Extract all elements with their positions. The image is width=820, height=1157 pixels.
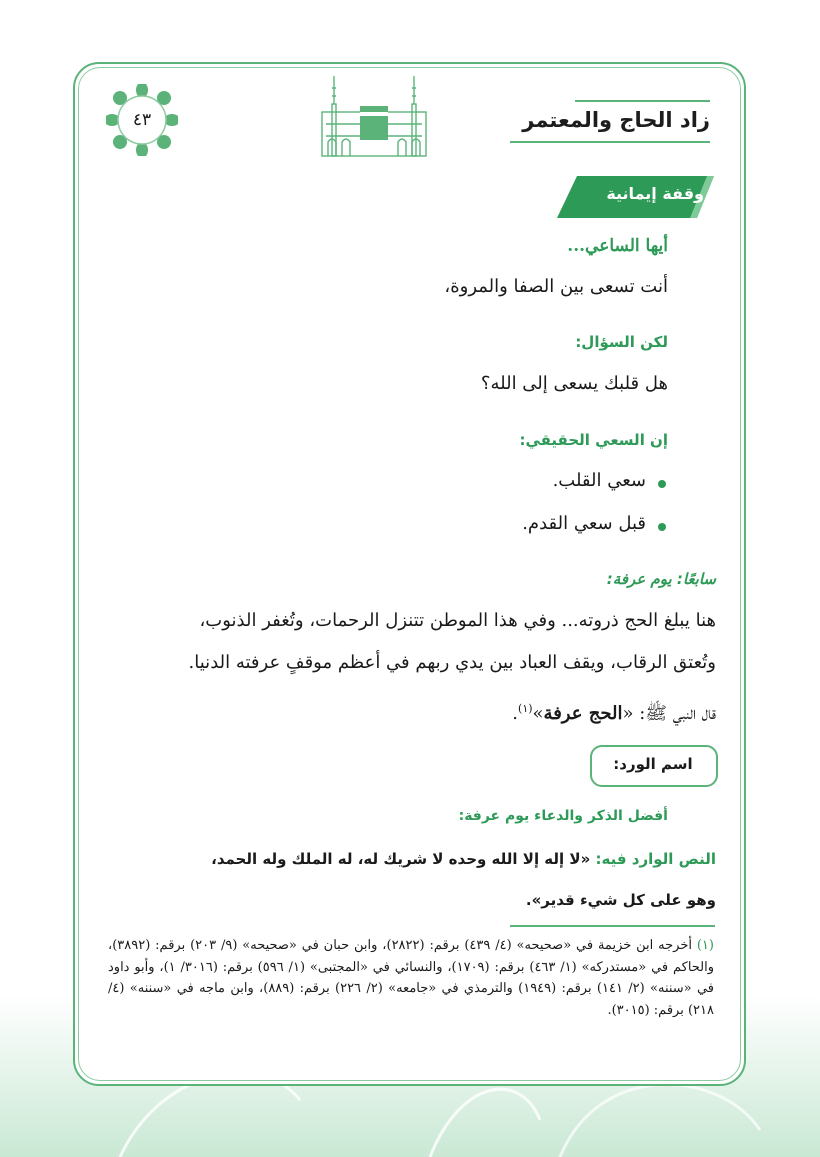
title-rule-top bbox=[575, 100, 710, 102]
heading-question: لكن السؤال: bbox=[575, 333, 668, 351]
hadith-end: . bbox=[512, 703, 519, 724]
hadith-line bbox=[512, 702, 716, 728]
text-content-1: «لا إله إلا الله وحده لا شريك له، له الملك وله الحمد، bbox=[211, 850, 591, 868]
hadith-footnote-ref: (١) bbox=[518, 702, 533, 715]
hadith-suffix: » bbox=[532, 703, 544, 724]
footnote bbox=[108, 935, 714, 1021]
paragraph-arafah-line-1: هنا يبلغ الحج ذروته... وفي هذا الموطن تتنزل الرحمات، وتُغفر الذنوب، bbox=[199, 610, 716, 631]
bullet-item-2: قبل سعي القدم. bbox=[522, 513, 646, 534]
wird-name-label: اسم الورد: bbox=[613, 755, 693, 773]
section-tab-label: وقفة إيمانية bbox=[606, 184, 704, 203]
hadith-text: الحج عرفة bbox=[543, 703, 623, 724]
paragraph-arafah-line-2: وتُعتق الرقاب، ويقف العباد بين يدي ربهم في أعظم موقفٍ عرفته الدنيا. bbox=[188, 652, 716, 673]
heading-saee: أيها الساعي... bbox=[567, 236, 668, 256]
text-label: النص الوارد فيه: bbox=[595, 850, 716, 868]
bullet-item-1: سعي القلب. bbox=[552, 470, 646, 491]
bullet-dot bbox=[658, 523, 666, 531]
line-heart-question: هل قلبك يسعى إلى الله؟ bbox=[480, 373, 668, 394]
footnote-text: أخرجه ابن خزيمة في «صحيحه» (٤/ ٤٣٩) برقم: (٢٨٢٢)، وابن حبان في «صحيحه» (٩/ ٢٠٣) برقم: (٣٨٩٢)، والحاكم في «مستدركه» (١/ ٤٦٣) برقم: (١٧٠٩)، والنسائي في «المجتبى» (١/ ٥٩٦) برقم: (٣٠١٦/ ١)، وأبو داود في «سننه» (٢/ ١٤١) برقم: (١٩٤٩) والترمذي في «جامعه» (٢/ ٢٢٦) برقم: (٨٨٩)، وابن ماجه في «سننه» (٤/ ٢١٨) برقم: (٣٠١٥). bbox=[108, 938, 715, 1018]
title-rule-bottom bbox=[510, 141, 710, 143]
kaaba-mosque-icon bbox=[312, 74, 436, 158]
line-between-safa-marwa: أنت تسعى بين الصفا والمروة، bbox=[444, 276, 668, 297]
page-number: ٤٣ bbox=[132, 110, 152, 130]
text-line-1 bbox=[211, 850, 716, 868]
text-line-2: وهو على كل شيء قدير». bbox=[525, 891, 716, 909]
footnote-separator bbox=[510, 925, 715, 927]
footnote-number: (١) bbox=[696, 938, 714, 953]
hadith-prefix: قال النبي ﷺ: « bbox=[622, 703, 716, 724]
heading-true-saee: إن السعي الحقيقي: bbox=[519, 431, 668, 449]
section-seven-heading: سابعًا: يوم عرفة: bbox=[606, 570, 716, 588]
bullet-dot bbox=[658, 480, 666, 488]
book-title: زاد الحاج والمعتمر bbox=[522, 108, 710, 132]
best-dhikr-heading: أفضل الذكر والدعاء يوم عرفة: bbox=[458, 808, 668, 824]
